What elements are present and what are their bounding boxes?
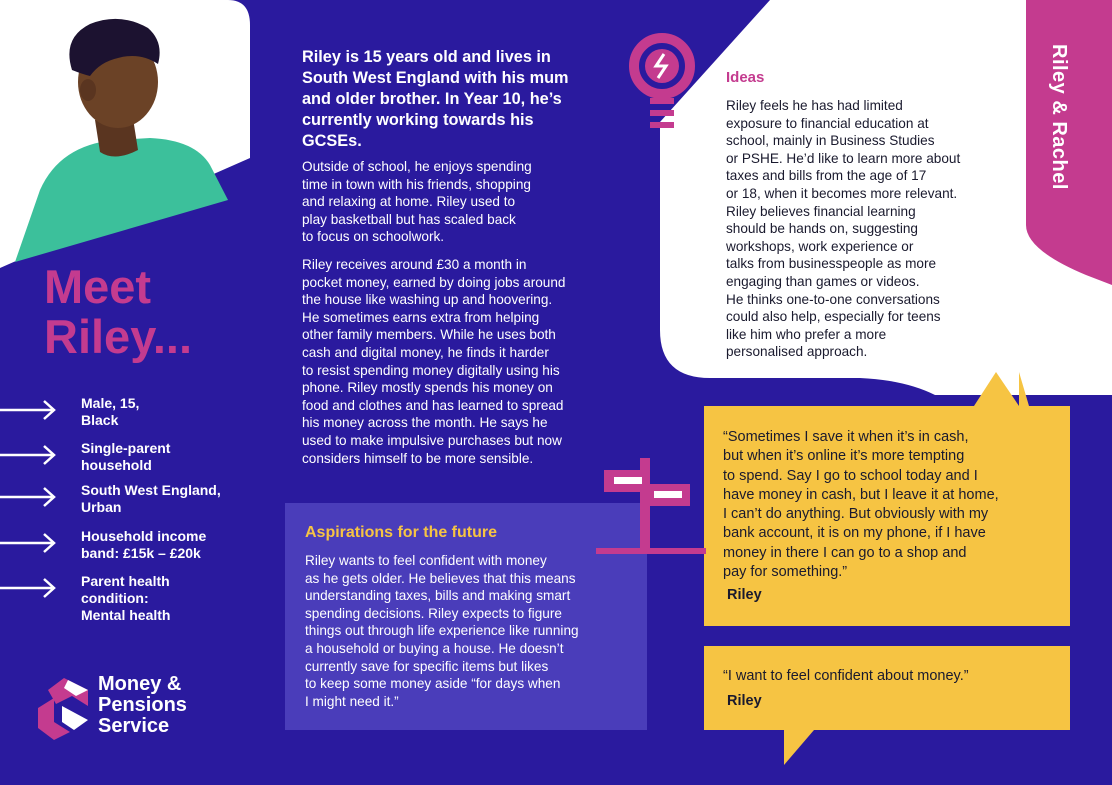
logo-line3: Service <box>98 715 170 737</box>
heading-line2: Riley... <box>44 310 193 363</box>
page-title <box>44 262 192 362</box>
heading-line1: Meet <box>44 260 152 313</box>
arrow-right-icon <box>0 530 60 556</box>
persona-tab-label: Riley & Rachel <box>1048 44 1070 190</box>
signpost-icon <box>596 458 708 558</box>
ear-shape <box>80 79 96 101</box>
aspirations-text: Riley wants to feel confident with money as he gets older. He believes that this means understanding taxes, bills and making smart spending decisions. Riley expects to figure things out through life experience like running a household or buying a house. He doesn’t currently save for specific items but likes to keep some money aside “for days when I might need it.” <box>305 553 579 709</box>
logo-line2: Pensions <box>98 694 187 716</box>
quote-2-text: “I want to feel confident about money.” <box>723 668 969 684</box>
logo-text <box>98 674 187 737</box>
intro-text: Riley is 15 years old and lives in South West England with his mum and older brother. In Year 10, he’s currently working towards his GCSEs. <box>302 48 569 150</box>
arrow-right-icon <box>0 442 60 468</box>
fact-text: Male, 15, Black <box>81 395 140 428</box>
ideas-text: Riley feels he has had limited exposure to financial education at school, mainly in Business Studies or PSHE. He’d like to learn more about taxes and bills from the age of 17 or 18, when it becomes more relevant. Riley believes financial learning should be hands on, suggesting workshops, work experience or talks from businesspeople as more engaging than games or videos. He thinks one-to-one conversations could also help, especially for teens like him who prefer a more personalised approach. <box>726 98 961 360</box>
aspirations-title: Aspirations for the future <box>305 524 498 541</box>
arrow-right-icon <box>0 397 60 423</box>
arrow-right-icon <box>0 575 60 601</box>
logo-line1: Money & <box>98 673 182 695</box>
ideas-title: Ideas <box>726 69 765 86</box>
body-paragraph-1: Outside of school, he enjoys spending time in town with his friends, shopping and relaxing at home. Riley used to play basketball but has scaled back to focus on schoolwork. <box>302 159 532 245</box>
quote-1-text: “Sometimes I save it when it’s in cash, but when it’s online it’s more tempting to spend. Say I go to school today and I have money in cash, but I leave it at home, I can’t do anything. But obviously with my bank account, it is on my phone, if I have money in there I can go to a shop and pay for something.” <box>723 429 999 581</box>
fact-text: South West England, Urban <box>81 482 221 515</box>
mps-logo-icon <box>34 670 94 742</box>
arrow-right-icon <box>0 484 60 510</box>
quote-2-attribution: Riley <box>727 693 762 709</box>
quote-1-attribution: Riley <box>727 587 762 603</box>
fact-text: Household income band: £15k – £20k <box>81 528 207 561</box>
riley-illustration <box>0 0 260 270</box>
fact-text: Parent health condition: Mental health <box>81 573 171 623</box>
lightbulb-icon <box>626 30 700 138</box>
fact-text: Single-parent household <box>81 440 171 473</box>
body-paragraph-2: Riley receives around £30 a month in pocket money, earned by doing jobs around the house like washing up and hoovering. He sometimes earns extra from helping other family members. While he uses both cash and digital money, he finds it harder to resist spending money digitally using his phone. Riley mostly spends his money on food and clothes and has learned to spread his money across the month. He says he used to make impulsive purchases but now considers himself to be more sensible. <box>302 257 566 466</box>
quote-bubble-1-tail <box>974 372 1019 406</box>
shirt-shape <box>15 138 228 262</box>
